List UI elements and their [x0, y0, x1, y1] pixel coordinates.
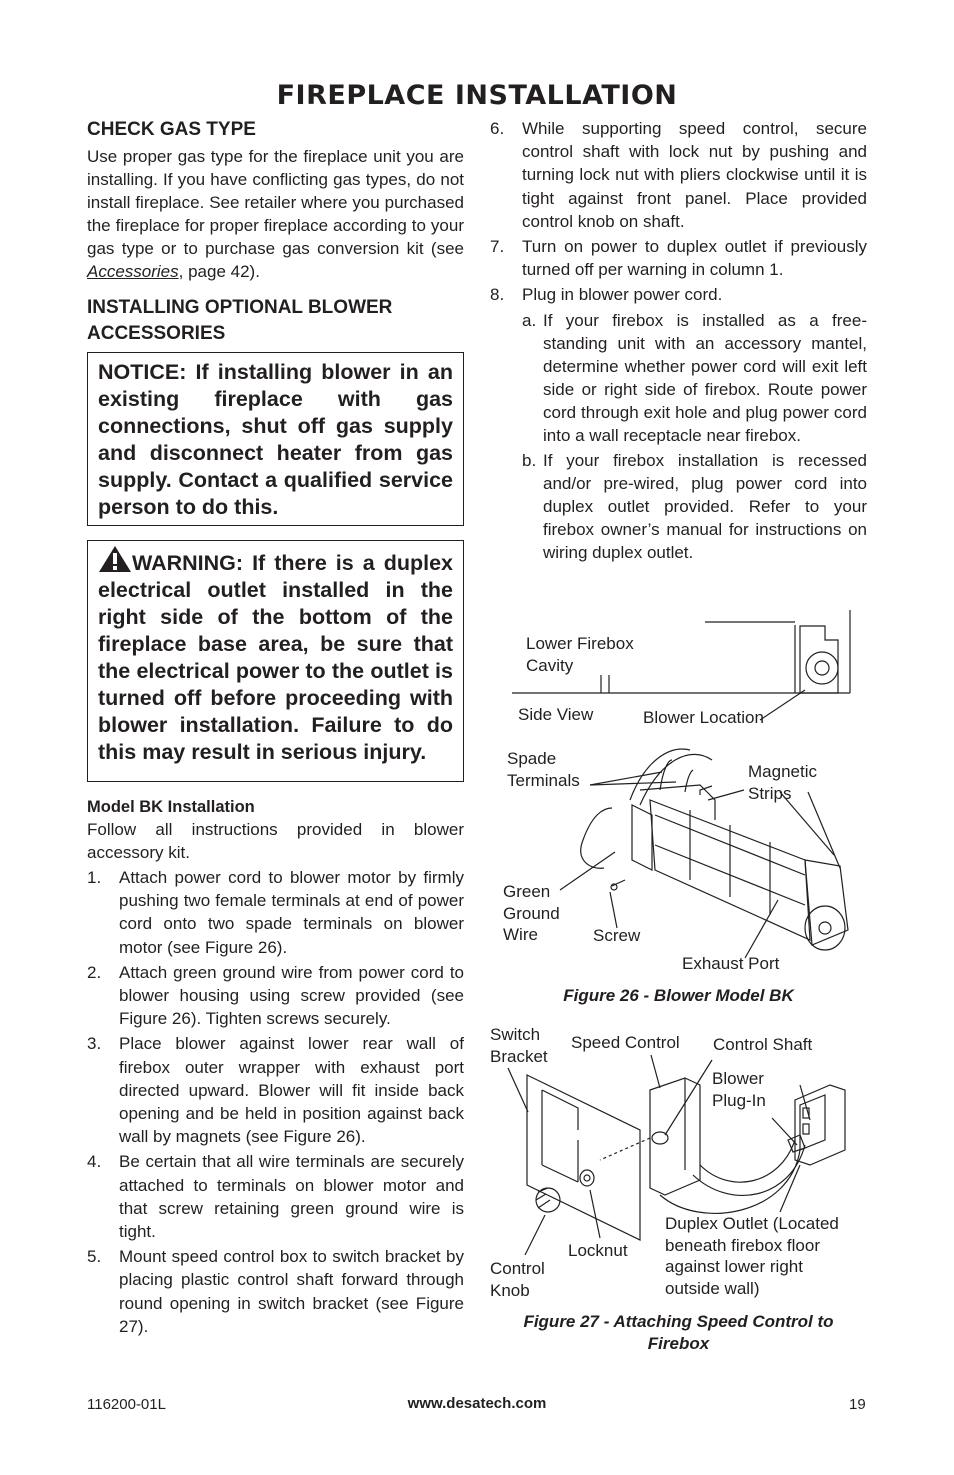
step-text: Attach green ground wire from power cord to blower housing using screw provided (see Figure 26). Tighten screws securely. [119, 962, 464, 1029]
figure-27-caption: Figure 27 - Attaching Speed Control to Firebox [523, 1312, 834, 1353]
blower-heading: INSTALLING OPTIONAL BLOWER ACCESSORIES [87, 297, 393, 344]
sub-step-item [522, 309, 867, 447]
left-column [87, 117, 464, 347]
label-exhaust-port: Exhaust Port [682, 954, 780, 973]
step-number: 1. [87, 868, 102, 887]
warning-text: WARNING: If there is a duplex electrical outlet installed in the right side of the bottom of the fireplace base area, be sure that the electrical power to the outlet is turned off before proceeding with blower installation. Failure to do this may result in serious injury. [98, 547, 453, 766]
step-number: 5. [87, 1247, 102, 1267]
warning-triangle-icon [98, 547, 132, 573]
label-locknut: Locknut [568, 1241, 628, 1260]
sub-step-letter: b. [522, 450, 537, 470]
step-text: Place blower against lower rear wall of firebox outer wrapper with exhaust port directed upward. Blower will fit inside back opening and be held in position against back wall by magnets (see Figure 26). [119, 1034, 464, 1147]
step-number: 8. [490, 285, 505, 305]
step-number: 3. [87, 1034, 102, 1054]
step-text: Be certain that all wire terminals are securely attached to terminals on blower motor and that screw retaining green ground wire is tight. [119, 1152, 464, 1242]
step-text: Turn on power to duplex outlet if previously turned off per warning in column 1. [522, 237, 867, 280]
model-bk-heading: Model BK Installation [87, 798, 255, 816]
figure-26-caption: Figure 26 - Blower Model BK [563, 986, 794, 1005]
warning-box [87, 540, 464, 782]
step-number: 2. [87, 962, 102, 982]
footer-doc-number: 116200-01L [87, 1396, 166, 1413]
step-item [490, 235, 867, 281]
step-item [87, 961, 464, 1031]
right-steps-list [490, 117, 867, 307]
label-screw: Screw [593, 926, 641, 945]
label-blower-plug-in: Blower Plug-In [712, 1069, 766, 1110]
step-number: 6. [490, 119, 505, 138]
check-gas-body: Use proper gas type for the fireplace unit you are installing. If you have conflicting gas types, do not install fireplace. See retailer where you purchased the fireplace for proper fireplace according to your gas type or to purchase gas conversion kit (see Accessories, page 42). [87, 147, 464, 281]
step-item [87, 1245, 464, 1338]
sub-step-item [522, 449, 867, 564]
step-item [490, 283, 867, 306]
step-item [87, 866, 464, 959]
footer-page-number: 19 [849, 1396, 866, 1413]
model-bk-section [87, 796, 464, 1340]
notice-text: NOTICE: If installing blower in an existing fireplace with gas connections, shut off gas supply and disconnect heater from gas supply. Contact a qualified service person to do this. [98, 360, 453, 519]
right-substeps [522, 309, 867, 564]
step-item [490, 117, 867, 233]
notice-box [87, 352, 464, 526]
sub-step-text: If your firebox installation is recessed and/or pre-wired, plug power cord into duplex outlet provided. Refer to your firebox owner’s manual for instructions on wiring duplex outlet. [543, 450, 867, 562]
accessories-link: Accessories [87, 262, 179, 281]
check-gas-heading: CHECK GAS TYPE [87, 119, 256, 140]
label-control-knob: Control Knob [490, 1259, 545, 1300]
step-number: 7. [490, 237, 505, 257]
step-item [87, 1032, 464, 1148]
label-control-shaft: Control Shaft [713, 1035, 813, 1054]
right-column [490, 117, 867, 564]
step-number: 4. [87, 1152, 102, 1172]
label-spade-terminals: Spade Terminals [507, 749, 580, 790]
label-duplex-outlet: Duplex Outlet (Located beneath firebox floor against lower right outside wall) [665, 1214, 839, 1298]
label-green-ground-wire: Green Ground Wire [503, 882, 560, 944]
label-lower-cavity: Lower Firebox Cavity [526, 634, 634, 675]
left-steps-list [87, 866, 464, 1338]
model-bk-intro: Follow all instructions provided in blower accessory kit. [87, 820, 464, 862]
label-side-view: Side View [518, 705, 594, 724]
step-item [87, 1150, 464, 1243]
step-text: Attach power cord to blower motor by firmly pushing two female terminals at end of power cord onto two spade terminals on blower motor (see Figure 26). [119, 868, 464, 957]
page-title: FIREPLACE INSTALLATION [276, 80, 678, 111]
label-magnetic-strips: Magnetic Strips [748, 762, 817, 803]
step-text: Plug in blower power cord. [522, 285, 723, 305]
label-switch-bracket: Switch Bracket [490, 1025, 548, 1066]
label-speed-control: Speed Control [571, 1033, 680, 1052]
step-text: Mount speed control box to switch bracket by placing plastic control shaft forward through round opening in switch bracket (see Figure 27). [119, 1247, 464, 1336]
step-text: While supporting speed control, secure control shaft with lock nut by pushing and turning lock nut with pliers clockwise until it is tight against front panel. Place provided control knob on shaft. [522, 119, 867, 231]
sub-step-letter: a. [522, 310, 537, 330]
sub-step-text: If your firebox is installed as a free-standing unit with an accessory mantel, determine whether power cord will exit left side or right side of firebox. Route power cord through exit hole and plug power cord into a wall receptacle near firebox. [543, 310, 867, 445]
footer-website[interactable]: www.desatech.com [407, 1395, 547, 1412]
label-blower-location: Blower Location [643, 708, 764, 727]
